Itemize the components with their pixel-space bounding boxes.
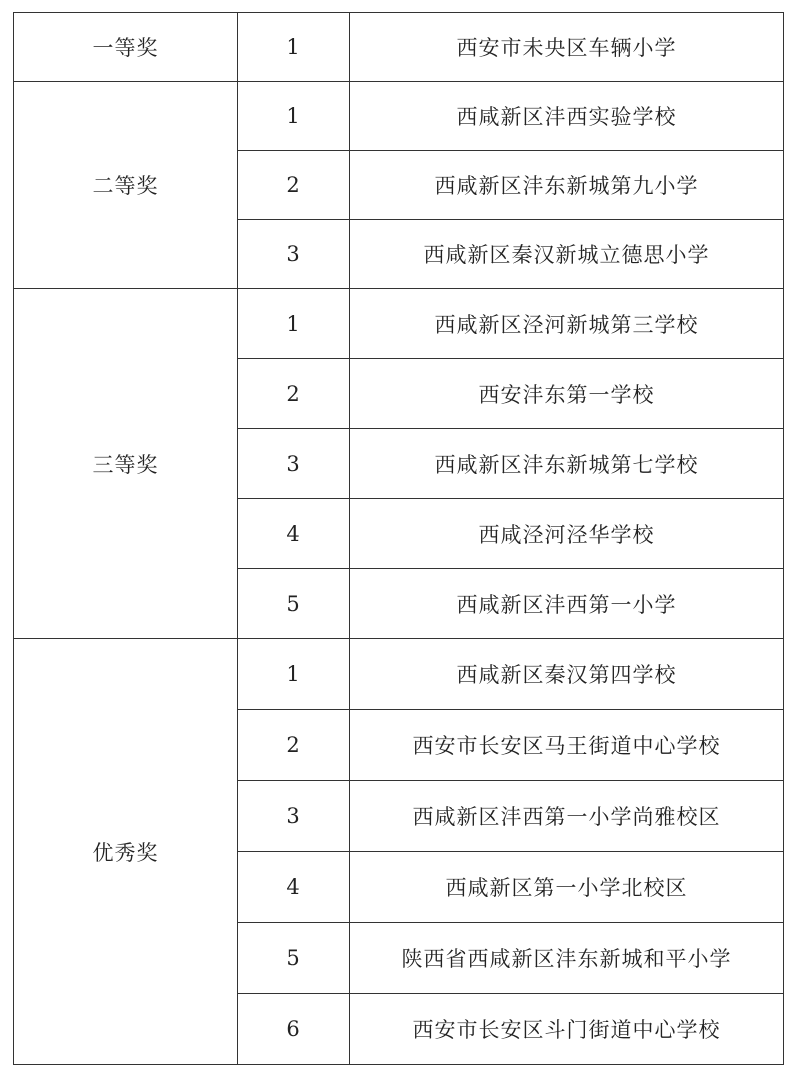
award-level-cell: 一等奖	[14, 13, 238, 82]
school-name-cell: 西咸新区沣西第一小学	[350, 569, 784, 639]
rank-cell: 2	[238, 710, 350, 781]
award-level-cell: 优秀奖	[14, 639, 238, 1065]
rank-cell: 6	[238, 994, 350, 1065]
school-name-cell: 西咸新区沣西实验学校	[350, 82, 784, 151]
award-level-cell: 二等奖	[14, 82, 238, 289]
rank-cell: 5	[238, 569, 350, 639]
awards-table	[13, 12, 784, 1065]
school-name-cell: 西咸新区沣东新城第九小学	[350, 151, 784, 220]
rank-cell: 1	[238, 13, 350, 82]
school-name-cell: 西咸新区沣东新城第七学校	[350, 429, 784, 499]
rank-cell: 4	[238, 499, 350, 569]
table-row	[14, 13, 784, 82]
school-name-cell: 西安市长安区马王街道中心学校	[350, 710, 784, 781]
rank-cell: 1	[238, 82, 350, 151]
rank-cell: 3	[238, 781, 350, 852]
award-level-cell: 三等奖	[14, 289, 238, 639]
school-name-cell: 西咸泾河泾华学校	[350, 499, 784, 569]
school-name-cell: 西安市长安区斗门街道中心学校	[350, 994, 784, 1065]
rank-cell: 1	[238, 639, 350, 710]
school-name-cell: 西安市未央区车辆小学	[350, 13, 784, 82]
rank-cell: 5	[238, 923, 350, 994]
school-name-cell: 西咸新区第一小学北校区	[350, 852, 784, 923]
school-name-cell: 西咸新区秦汉新城立德思小学	[350, 220, 784, 289]
rank-cell: 3	[238, 429, 350, 499]
table-row	[14, 82, 784, 151]
rank-cell: 1	[238, 289, 350, 359]
school-name-cell: 西咸新区秦汉第四学校	[350, 639, 784, 710]
school-name-cell: 西咸新区泾河新城第三学校	[350, 289, 784, 359]
school-name-cell: 西安沣东第一学校	[350, 359, 784, 429]
rank-cell: 2	[238, 359, 350, 429]
rank-cell: 2	[238, 151, 350, 220]
rank-cell: 4	[238, 852, 350, 923]
school-name-cell: 西咸新区沣西第一小学尚雅校区	[350, 781, 784, 852]
table-row	[14, 639, 784, 710]
table-row	[14, 289, 784, 359]
school-name-cell: 陕西省西咸新区沣东新城和平小学	[350, 923, 784, 994]
rank-cell: 3	[238, 220, 350, 289]
